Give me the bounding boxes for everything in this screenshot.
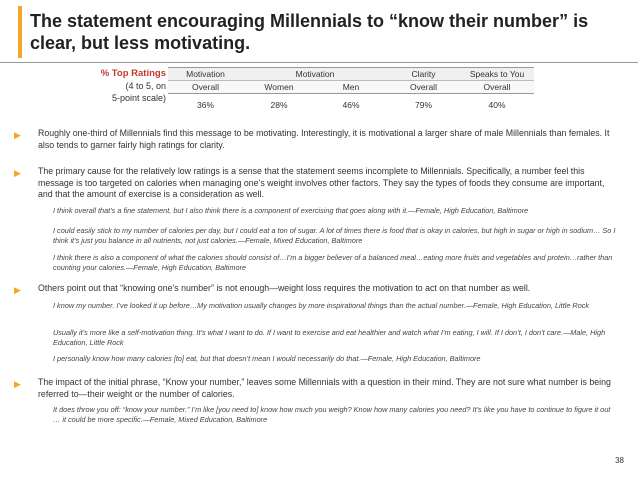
bullet-text: Roughly one-third of Millennials find this message to be motivating. Interestingly, it is motivational a larger share of male Millennials than females. It also tends to garner fairly high ratings for clarity. (38, 128, 610, 150)
bullet-arrow-icon: ▶ (14, 168, 21, 178)
table-group-header: Motivation (243, 68, 387, 81)
quote: I think there is also a component of what the calories should consist of…I’m a bigger believer of a balanced meal…eating more fruits and vegetables and protein…rather than counting your calories.—Female, High Education, Baltimore (53, 253, 613, 272)
table-subheader: Women (243, 81, 315, 94)
table-value: 36% (196, 100, 214, 110)
table-group-header: Speaks to You (460, 68, 534, 81)
metric-label (96, 68, 166, 104)
title-divider (0, 62, 638, 63)
metric-label-head: % Top Ratings (100, 68, 166, 79)
quote: It does throw you off: “know your number.” I’m like [you need to] know how much you weigh? Know how many calories you need? It’s like you have to continue to figure it out … it could be more specific.—Female, Mixed Education, Baltimore (53, 405, 611, 424)
bullet-arrow-icon: ▶ (14, 285, 21, 295)
table-subheader: Overall (387, 81, 460, 94)
quote: I think overall that’s a fine statement, but I also think there is a component of exercising that goes along with it.—Female, High Education, Baltimore (53, 206, 529, 215)
quote: I know my number. I’ve looked it up before…My motivation usually changes by more inspirational things than the actual number.—Female, High Education, Little Rock (53, 301, 590, 310)
table-group-header: Clarity (387, 68, 460, 81)
title-accent-bar (18, 6, 22, 58)
ratings-table-values-row (168, 94, 534, 117)
title-bar (0, 0, 638, 60)
bullet-arrow-icon: ▶ (14, 130, 21, 140)
table-value: 28% (270, 100, 288, 110)
page-number: 38 (615, 456, 624, 465)
metric-label-line2: (4 to 5, on (125, 81, 166, 91)
ratings-table-header-row (168, 68, 534, 81)
ratings-table (168, 67, 534, 116)
quote: Usually it’s more like a self-motivation thing. It’s what I want to do. If I want to exercise and eat healthier and watch what I’m eating, I will. If I don’t, I don’t care.—Male, High Education, Little Rock (53, 328, 606, 347)
bullet-arrow-icon: ▶ (14, 379, 21, 389)
table-value: 46% (342, 100, 360, 110)
metric-label-line3: 5-point scale) (111, 93, 166, 103)
ratings-table-subheader-row (168, 81, 534, 94)
bullet-text: The primary cause for the relatively low ratings is a sense that the statement seems incomplete to Millennials. Specifically, a number feel this message is too targeted on calories when managing one’s weight involves other factors. They say the types of foods they consume are important, and that the amount of exercise is a consideration as well. (38, 166, 605, 199)
table-subheader: Men (315, 81, 387, 94)
table-subheader: Overall (460, 81, 534, 94)
bullet-text: The impact of the initial phrase, “Know your number,” leaves some Millennials with a question in their mind. They are not sure what number is being referred to—their weight or the number of calories. (38, 377, 611, 399)
table-subheader: Overall (168, 81, 243, 94)
table-value: 79% (414, 100, 432, 110)
quote: I personally know how many calories [to] eat, but that doesn’t mean I would necessarily do that.—Female, High Education, Baltimore (53, 354, 481, 363)
table-value: 40% (488, 100, 506, 110)
quote: I could easily stick to my number of calories per day, but I could eat a ton of sugar. A lot of times there is food that is okay in calories, but high in sugar or high in sodium… So I think it’s just you balance in all nutrients, not just calories.—Female, Mixed Education, Baltimore (53, 226, 616, 245)
bullet-text: Others point out that “knowing one’s number” is not enough—weight loss requires the motivation to act on that number as well. (38, 283, 531, 293)
page-title: The statement encouraging Millennials to “know their number” is clear, but less motivating. (30, 11, 589, 53)
table-group-header: Motivation (168, 68, 243, 81)
